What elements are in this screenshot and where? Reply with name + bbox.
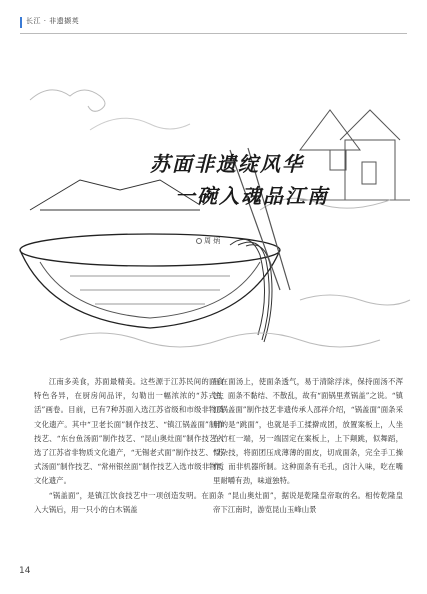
paragraph: 压在面汤上，使面条透气，易于清除浮沫，保持面汤不浑浊，面条不黏结、不散乱，故有“面锅里煮锅盖”之说。“镇江锅盖面”制作技艺非遗传承人邵祥介绍，“锅盖面”面条采用的是“跳面”，也就是手工揉擀成团，放置案板上，人坐在竹杠一端，另一端固定在案板上，上下颠跳，似舞蹈，似杂技，将面团压成薄薄的面皮，切成面条，完全手工操作，而非机器所制。这种面条有毛孔，卤汁入味，吃在嘴里耐嚼有劲，味道独特。: [213, 377, 403, 486]
section-label: 长江 · 非遗撷英: [26, 17, 80, 25]
paragraph: 江南多美食，苏面最精美。这些源于江苏民间的面食特色各异，在厨房间品评，勾勒出一幅浓浓的“苏式生活”画卷。目前，已有7种苏面入选江苏省级和市级非物质文化遗产。其中“卫老长面”制作技艺、“镇江锅盖面”制作技艺、“东台鱼汤面”制作技艺、“昆山奥灶面”制作技艺入选了江苏省非物质文化遗产，“无锡老式面”制作技艺、“苏式汤面”制作技艺、“常州银丝面”制作技艺入选市级非物质文化遗产。: [34, 377, 224, 486]
author-name: 周 炳: [204, 237, 221, 245]
byline-bullet-icon: [196, 238, 202, 244]
header-accent-bar: [20, 17, 22, 28]
body-column-left: [34, 375, 224, 517]
title-line-1: 苏面非遗绽风华: [150, 152, 304, 176]
author-byline: [196, 236, 220, 246]
paragraph: “锅盖面”，是镇江饮食技艺中一项创造发明。在面条入大锅后，用一只小的白木锅盖: [34, 490, 224, 514]
paragraph: “昆山奥灶面”，据说是乾隆皇帝取的名。相传乾隆皇帝下江南时，游览昆山玉峰山景: [213, 490, 403, 514]
header-rule: [20, 33, 407, 34]
running-header: [20, 13, 407, 35]
page-number: 14: [19, 566, 31, 576]
title-line-2: 一碗入魂品江南: [175, 184, 329, 208]
body-column-right: [213, 375, 403, 517]
